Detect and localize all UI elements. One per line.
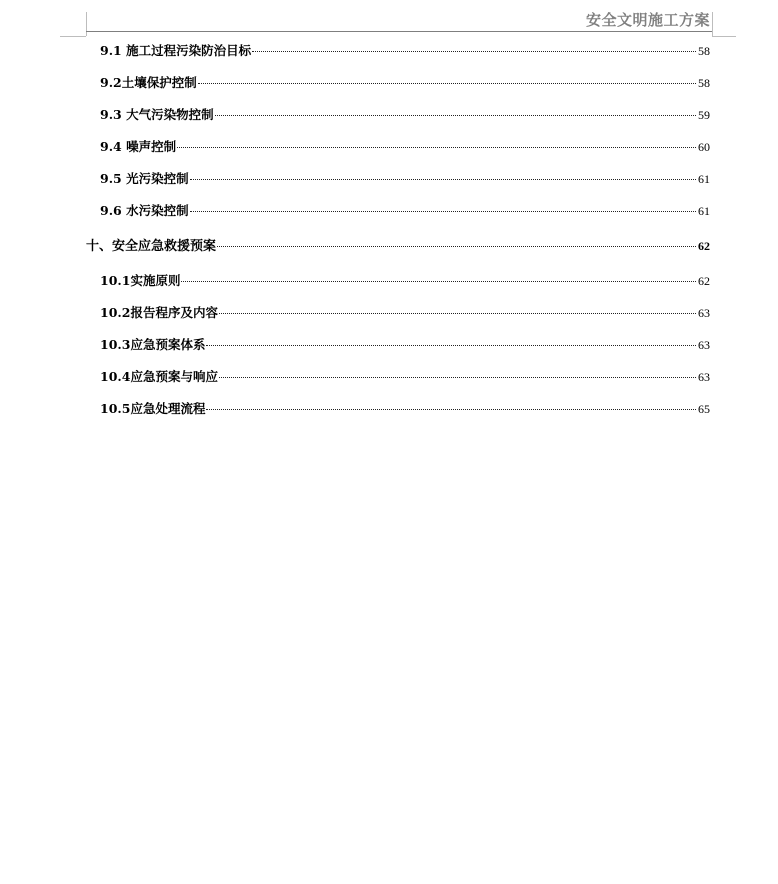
toc-dot-leader [190,210,696,212]
toc-page-number: 63 [698,370,710,384]
toc-dot-leader [252,50,696,52]
toc-entry-chapter[interactable] [86,236,710,256]
toc-dot-leader [177,146,696,148]
toc-page-number: 62 [698,274,710,288]
toc-dot-leader [217,245,696,247]
toc-dot-leader [206,344,696,346]
toc-entry[interactable] [100,201,710,221]
crop-mark [60,36,86,37]
toc-dot-leader [181,280,696,282]
toc-page-number: 59 [698,108,710,122]
toc-dot-leader [190,178,696,180]
toc-page-number: 65 [698,402,710,416]
toc-dot-leader [215,114,696,116]
toc-entry[interactable] [100,271,710,291]
toc-entry-title: 9.5 光污染控制 [100,171,189,186]
toc-dot-leader [198,82,696,84]
toc-page-number: 63 [698,338,710,352]
toc-entry-title: 9.6 水污染控制 [100,203,189,218]
toc-page-number: 58 [698,76,710,90]
toc-entry-title: 10.5应急处理流程 [100,401,206,416]
toc-entry[interactable] [100,303,710,323]
toc-entry[interactable] [100,41,710,61]
crop-mark [712,36,736,37]
crop-mark [712,12,713,36]
toc-page-number: 62 [698,239,710,253]
toc-page-number: 61 [698,204,710,218]
toc-entry-title: 10.2报告程序及内容 [100,305,218,320]
toc-entry[interactable] [100,367,710,387]
crop-mark [86,12,87,36]
toc-entry-title: 十、安全应急救援预案 [86,239,217,254]
toc-entry[interactable] [100,169,710,189]
toc-entry-title: 9.3 大气污染物控制 [100,107,214,122]
header-rule [86,31,712,32]
toc-entry-title: 9.1 施工过程污染防治目标 [100,43,252,58]
page-header-title: 安全文明施工方案 [585,11,710,29]
toc-page-number: 63 [698,306,710,320]
toc-entry[interactable] [100,137,710,157]
toc-page-number: 58 [698,44,710,58]
toc-entry-title: 10.1实施原则 [100,273,181,288]
toc-entry-title: 10.3应急预案体系 [100,337,206,352]
toc-entry[interactable] [100,105,710,125]
toc-entry[interactable] [100,335,710,355]
toc-page-number: 61 [698,172,710,186]
toc-entry-title: 10.4应急预案与响应 [100,369,218,384]
toc-dot-leader [219,376,696,378]
toc-entry[interactable] [100,399,710,419]
toc-page-number: 60 [698,140,710,154]
toc-entry[interactable] [100,73,710,93]
toc-entry-title: 9.4 噪声控制 [100,139,177,154]
toc-entry-title: 9.2土壤保护控制 [100,75,197,90]
toc-dot-leader [206,408,696,410]
toc-dot-leader [219,312,696,314]
